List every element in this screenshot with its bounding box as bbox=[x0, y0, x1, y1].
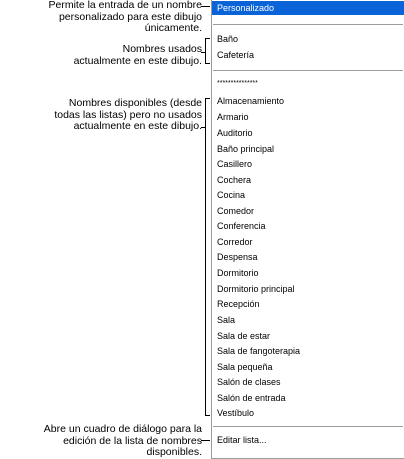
list-item-available[interactable]: Recepción bbox=[217, 299, 260, 309]
bracket-used bbox=[205, 38, 210, 64]
list-item-available[interactable]: Baño principal bbox=[217, 144, 275, 154]
list-item-available[interactable]: Auditorio bbox=[217, 128, 253, 138]
bracket-available bbox=[205, 98, 210, 416]
list-item-available[interactable]: Dormitorio principal bbox=[217, 284, 295, 294]
list-item-available[interactable]: Almacenamiento bbox=[217, 96, 285, 106]
callout-line bbox=[201, 440, 210, 441]
list-item-available[interactable]: Sala bbox=[217, 315, 236, 325]
list-item-available[interactable]: Salón de entrada bbox=[217, 393, 286, 403]
separator bbox=[213, 426, 403, 427]
list-item-available[interactable]: Corredor bbox=[217, 237, 253, 247]
annotation-line: personalizado para este dibujo bbox=[58, 10, 202, 23]
list-item-available[interactable]: Cocina bbox=[217, 190, 246, 200]
annotation-available-names bbox=[54, 98, 202, 133]
list-item-available[interactable]: Dormitorio bbox=[217, 268, 259, 278]
annotation-line: únicamente. bbox=[144, 22, 202, 34]
list-item-available[interactable]: Salón de clases bbox=[217, 377, 281, 387]
list-item-available[interactable]: Comedor bbox=[217, 206, 255, 216]
callout-line bbox=[201, 6, 210, 7]
list-item-available[interactable]: Conferencia bbox=[217, 221, 266, 231]
edit-list-item[interactable]: Editar lista... bbox=[217, 435, 267, 445]
annotation-line: todas las listas) pero no usados bbox=[54, 108, 202, 121]
annotation-custom-entry bbox=[48, 0, 202, 35]
list-item-available[interactable]: Armario bbox=[217, 112, 249, 122]
list-item-used[interactable]: Baño bbox=[217, 34, 239, 44]
annotation-line: actualmente en este dibujo. bbox=[73, 54, 202, 67]
annotation-line: edición de la lista de nombres bbox=[63, 434, 202, 447]
annotation-line: Abre un cuadro de diálogo para la bbox=[43, 423, 202, 435]
list-item-used[interactable]: Cafetería bbox=[217, 50, 255, 60]
list-item-available[interactable]: Sala de fangoterapia bbox=[217, 346, 301, 356]
annotation-line: Nombres usados bbox=[122, 43, 202, 55]
list-item-available[interactable]: Sala de estar bbox=[217, 331, 271, 341]
list-item-available[interactable]: Casillero bbox=[217, 159, 253, 169]
list-item-custom[interactable]: Personalizado bbox=[212, 1, 404, 15]
annotation-used-names bbox=[74, 44, 202, 67]
separator bbox=[213, 24, 403, 25]
list-item-available[interactable]: Despensa bbox=[217, 252, 258, 262]
annotation-line: disponibles. bbox=[146, 446, 202, 458]
list-item-available[interactable]: Vestíbulo bbox=[217, 408, 255, 418]
list-item-available[interactable]: Cochera bbox=[217, 175, 252, 185]
annotation-line: actualmente en este dibujo. bbox=[73, 120, 202, 132]
annotation-edit-list bbox=[44, 424, 202, 459]
list-item-available[interactable]: Sala pequeña bbox=[217, 362, 273, 372]
separator-stars: *************** bbox=[217, 80, 258, 87]
name-dropdown-list[interactable] bbox=[211, 0, 404, 459]
annotation-line: Permite la entrada de un nombre bbox=[48, 0, 202, 11]
separator bbox=[213, 70, 403, 71]
annotation-line: Nombres disponibles (desde bbox=[68, 97, 202, 109]
